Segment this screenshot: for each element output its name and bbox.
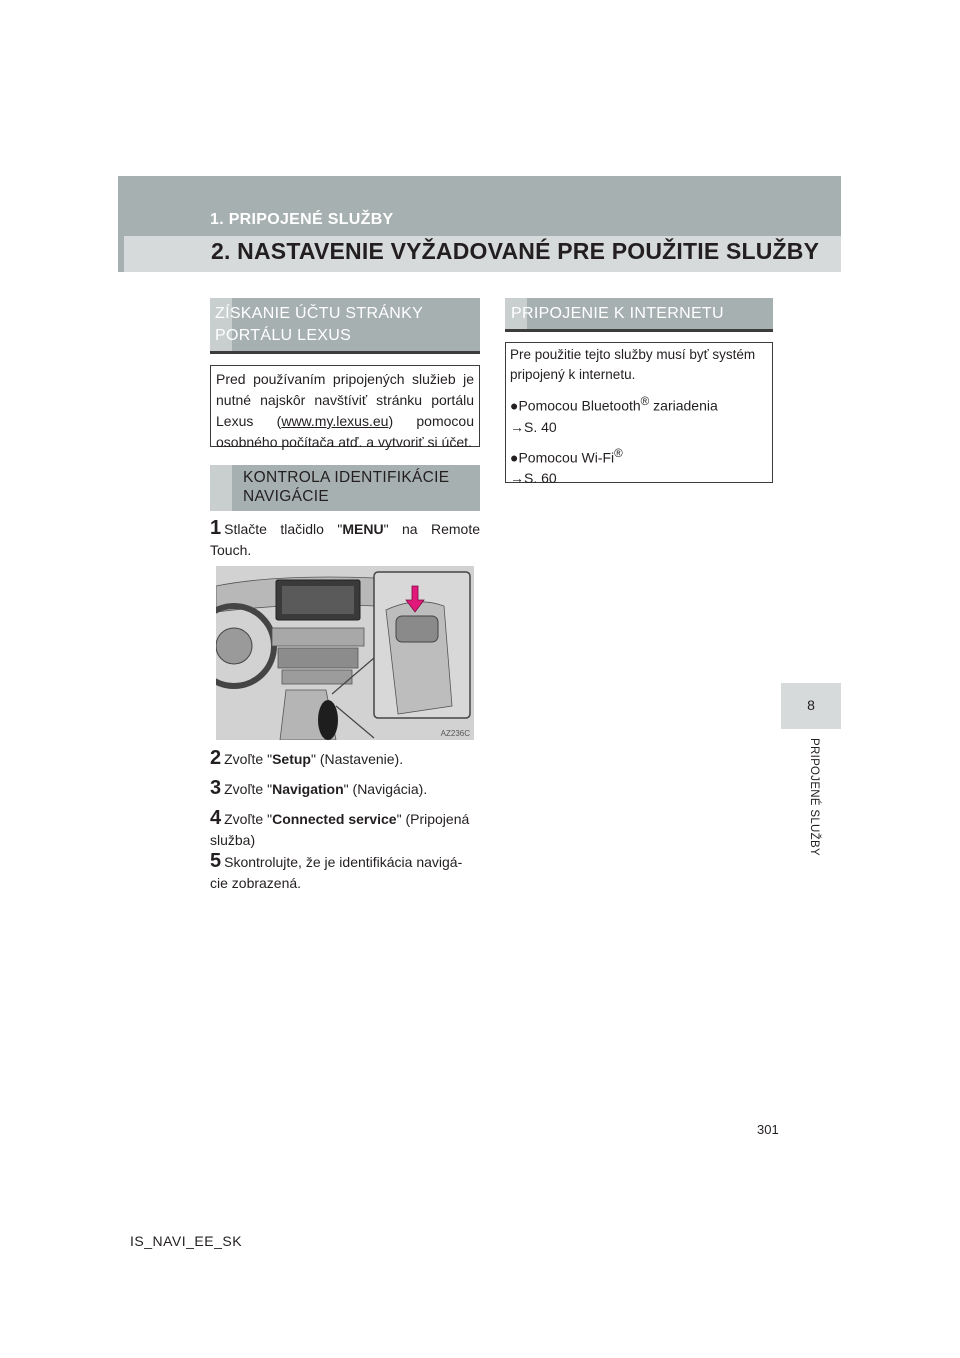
account-info-box xyxy=(210,365,480,450)
step-text: Skontrolujte, že je identifikácia navigá-cie zobrazená. xyxy=(210,854,463,891)
step-1 xyxy=(210,518,480,561)
step-4 xyxy=(210,808,480,851)
heading-rule xyxy=(505,329,773,332)
registered-mark: ® xyxy=(640,395,650,408)
step-2 xyxy=(210,748,480,770)
internet-intro: Pre použitie tejto služby musí byť systém pripojený k internetu. xyxy=(510,347,756,382)
heading-rule xyxy=(210,351,480,354)
portal-link[interactable]: www.my.lexus.eu xyxy=(281,413,389,429)
item-label: Pomocou Bluetooth xyxy=(518,397,641,414)
step-bold: Connected service xyxy=(272,811,397,827)
page-ref[interactable]: →S. 60 xyxy=(510,470,557,487)
step-number: 5 xyxy=(210,850,222,872)
step-number: 4 xyxy=(210,807,222,829)
step-text: Zvoľte " xyxy=(224,781,273,797)
page-title: 2. NASTAVENIE VYŽADOVANÉ PRE POUŽITIE SLUŽBY xyxy=(211,238,820,264)
step-bold: Navigation xyxy=(272,781,344,797)
account-heading xyxy=(210,298,480,354)
step-text-end: " na Remote Touch. xyxy=(210,521,480,558)
list-item xyxy=(510,391,768,417)
account-text-after: ) pomocou osobného počítača atď. a vytvoriť si účet. xyxy=(216,413,474,450)
page-number: 301 xyxy=(757,1122,779,1137)
dashboard-illustration xyxy=(216,566,474,740)
step-3 xyxy=(210,778,480,800)
dashboard-drawing xyxy=(216,566,474,740)
step-text: Zvoľte " xyxy=(224,811,273,827)
internet-heading-text: PRIPOJENIE K INTERNETU xyxy=(511,305,724,322)
item-suffix: zariadenia xyxy=(649,397,718,414)
bullet-icon: ● xyxy=(510,397,519,414)
account-text-before: Pred používaním pripojených služieb je nutné najskôr navštíviť stránku portálu Lexus ( xyxy=(216,371,474,429)
nav-id-heading-line1: KONTROLA IDENTIFIKÁCIE xyxy=(243,469,450,486)
step-number: 1 xyxy=(210,517,222,539)
step-text-end: " (Navigácia). xyxy=(343,781,428,797)
chapter-number: 8 xyxy=(807,697,815,713)
step-text-end: " (Nastavenie). xyxy=(310,751,404,767)
title-band-accent xyxy=(118,236,124,272)
step-number: 3 xyxy=(210,777,222,799)
step-bold: MENU xyxy=(342,521,384,537)
bullet-icon: ● xyxy=(510,449,519,466)
nav-id-heading xyxy=(210,465,480,511)
internet-heading xyxy=(505,298,773,332)
page-ref[interactable]: →S. 40 xyxy=(510,418,557,435)
account-heading-line1: ZÍSKANIE ÚČTU STRÁNKY xyxy=(215,305,424,322)
registered-mark: ® xyxy=(614,446,623,460)
step-text: Stlačte tlačidlo " xyxy=(224,521,343,537)
step-5 xyxy=(210,851,480,894)
section-title: 1. PRIPOJENÉ SLUŽBY xyxy=(210,211,394,228)
step-number: 2 xyxy=(210,747,222,769)
list-item xyxy=(510,443,768,469)
account-heading-line2: PORTÁLU LEXUS xyxy=(215,327,352,344)
step-bold: Setup xyxy=(272,751,311,767)
heading-accent xyxy=(210,465,232,511)
step-text: Zvoľte " xyxy=(224,751,273,767)
internet-info-box xyxy=(505,342,773,487)
figure-code: AZ236C xyxy=(440,729,470,738)
step-text-end: " (Pripojená služba) xyxy=(210,811,470,848)
document-code: IS_NAVI_EE_SK xyxy=(130,1233,243,1249)
nav-id-heading-line2: NAVIGÁCIE xyxy=(243,488,329,505)
item-label: Pomocou Wi-Fi xyxy=(518,449,615,466)
chapter-label: PRIPOJENÉ SLUŽBY xyxy=(808,738,820,856)
